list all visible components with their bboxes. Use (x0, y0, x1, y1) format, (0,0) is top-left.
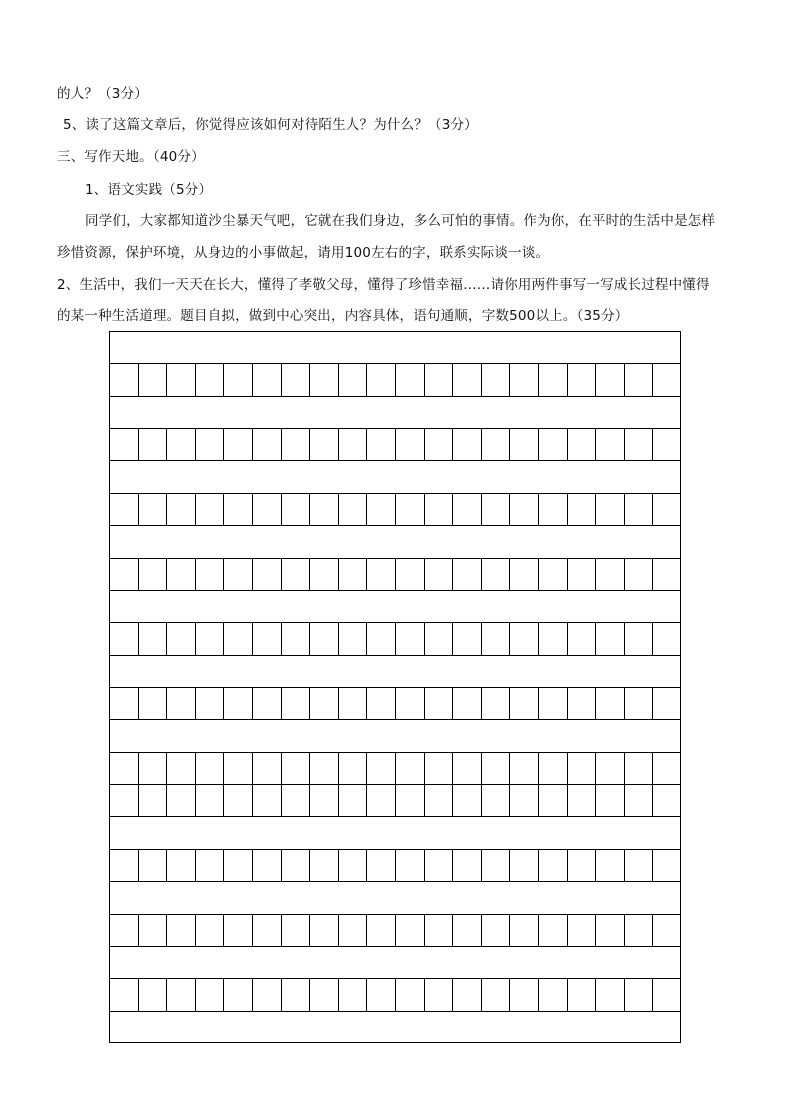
section-3-title: 三、写作天地。（40分） (57, 149, 205, 165)
subsection-1-paragraph-line-2: 珍惜资源，保护环境，从身边的小事做起，请用100左右的字，联系实际谈一谈。 (57, 245, 550, 261)
subsection-1-title: 1、语文实践（5分） (85, 182, 213, 198)
question-5: 5、读了这篇文章后，你觉得应该如何对待陌生人？为什么？（3分） (63, 117, 478, 133)
question-4-tail: 的人？（3分） (57, 86, 148, 102)
subsection-1-paragraph-line-1: 同学们，大家都知道沙尘暴天气吧，它就在我们身边，多么可怕的事情。作为你，在平时的生活中是怎样 (85, 213, 716, 229)
subsection-2-prompt-line-1: 2、生活中，我们一天天在长大，懂得了孝敬父母，懂得了珍惜幸福……请你用两件事写一写成长过程中懂得 (57, 277, 710, 293)
subsection-2-prompt-line-2: 的某一种生活道理。题目自拟，做到中心突出，内容具体，语句通顺，字数500以上。（35分） (57, 308, 629, 324)
writing-grid[interactable] (109, 331, 681, 1043)
